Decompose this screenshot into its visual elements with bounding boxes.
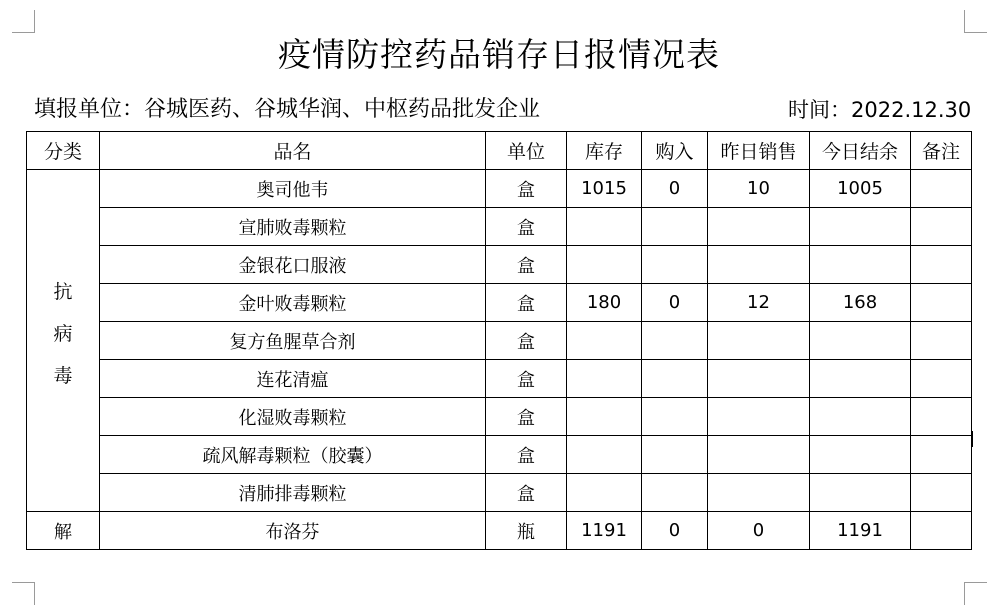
drug-name-cell: 金银花口服液 bbox=[100, 246, 486, 284]
stock-cell bbox=[567, 398, 642, 436]
table-row bbox=[27, 360, 972, 398]
purchase-cell bbox=[642, 208, 708, 246]
report-table bbox=[26, 131, 972, 550]
report-time bbox=[788, 96, 971, 124]
yesterday-sales-cell bbox=[708, 246, 810, 284]
table-row bbox=[27, 246, 972, 284]
remark-cell bbox=[911, 436, 972, 474]
header-purchase: 购入 bbox=[642, 132, 708, 170]
category-char: 病 bbox=[53, 322, 73, 345]
document-title: 疫情防控药品销存日报情况表 bbox=[278, 35, 720, 74]
table-row bbox=[27, 398, 972, 436]
purchase-cell bbox=[642, 322, 708, 360]
stock-cell bbox=[567, 322, 642, 360]
remark-cell bbox=[911, 170, 972, 208]
today-balance-cell bbox=[810, 208, 911, 246]
table-row bbox=[27, 436, 972, 474]
drug-name-cell: 连花清瘟 bbox=[100, 360, 486, 398]
purchase-cell bbox=[642, 398, 708, 436]
unit-cell: 盒 bbox=[486, 246, 567, 284]
stock-cell: 1015 bbox=[567, 170, 642, 208]
header-unit: 单位 bbox=[486, 132, 567, 170]
unit-cell: 盒 bbox=[486, 284, 567, 322]
drug-name-cell: 复方鱼腥草合剂 bbox=[100, 322, 486, 360]
table-row bbox=[27, 170, 972, 208]
remark-cell bbox=[911, 512, 972, 550]
today-balance-cell bbox=[810, 436, 911, 474]
drug-name-cell: 布洛芬 bbox=[100, 512, 486, 550]
yesterday-sales-cell bbox=[708, 322, 810, 360]
today-balance-cell: 168 bbox=[810, 284, 911, 322]
yesterday-sales-cell: 10 bbox=[708, 170, 810, 208]
purchase-cell: 0 bbox=[642, 512, 708, 550]
today-balance-cell bbox=[810, 360, 911, 398]
yesterday-sales-cell bbox=[708, 436, 810, 474]
today-balance-cell bbox=[810, 474, 911, 512]
today-balance-cell bbox=[810, 246, 911, 284]
remark-cell bbox=[911, 474, 972, 512]
purchase-cell bbox=[642, 436, 708, 474]
reporting-unit-line: 填报单位：谷城医药、谷城华润、中枢药品批发企业 bbox=[34, 97, 541, 122]
stock-cell bbox=[567, 474, 642, 512]
drug-name-cell: 宣肺败毒颗粒 bbox=[100, 208, 486, 246]
yesterday-sales-cell: 12 bbox=[708, 284, 810, 322]
today-balance-cell bbox=[810, 398, 911, 436]
stock-cell bbox=[567, 436, 642, 474]
category-char: 毒 bbox=[53, 364, 73, 387]
drug-name-cell: 疏风解毒颗粒（胶囊） bbox=[100, 436, 486, 474]
unit-cell: 盒 bbox=[486, 170, 567, 208]
stock-cell bbox=[567, 246, 642, 284]
page-corner-mark-top-right bbox=[964, 10, 987, 33]
page-corner-mark-bottom-left bbox=[12, 582, 35, 605]
yesterday-sales-cell: 0 bbox=[708, 512, 810, 550]
header-stock: 库存 bbox=[567, 132, 642, 170]
yesterday-sales-cell bbox=[708, 360, 810, 398]
unit-cell: 盒 bbox=[486, 208, 567, 246]
purchase-cell bbox=[642, 360, 708, 398]
remark-cell bbox=[911, 208, 972, 246]
table-row bbox=[27, 512, 972, 550]
page-corner-mark-bottom-right bbox=[964, 582, 987, 605]
stock-cell bbox=[567, 208, 642, 246]
category-cell-antiviral bbox=[27, 170, 100, 512]
table-row bbox=[27, 322, 972, 360]
unit-cell: 盒 bbox=[486, 474, 567, 512]
header-today-balance: 今日结余 bbox=[810, 132, 911, 170]
header-remark: 备注 bbox=[911, 132, 972, 170]
stock-cell bbox=[567, 360, 642, 398]
today-balance-cell: 1005 bbox=[810, 170, 911, 208]
drug-name-cell: 化湿败毒颗粒 bbox=[100, 398, 486, 436]
unit-cell: 盒 bbox=[486, 322, 567, 360]
remark-cell bbox=[911, 284, 972, 322]
header-name: 品名 bbox=[100, 132, 486, 170]
purchase-cell: 0 bbox=[642, 170, 708, 208]
stock-cell: 1191 bbox=[567, 512, 642, 550]
time-label: 时间： bbox=[788, 98, 851, 122]
stock-cell: 180 bbox=[567, 284, 642, 322]
yesterday-sales-cell bbox=[708, 474, 810, 512]
table-row bbox=[27, 474, 972, 512]
unit-cell: 盒 bbox=[486, 360, 567, 398]
purchase-cell bbox=[642, 246, 708, 284]
unit-cell: 瓶 bbox=[486, 512, 567, 550]
remark-cell bbox=[911, 360, 972, 398]
remark-cell bbox=[911, 322, 972, 360]
drug-name-cell: 奥司他韦 bbox=[100, 170, 486, 208]
table-row bbox=[27, 208, 972, 246]
drug-name-cell: 清肺排毒颗粒 bbox=[100, 474, 486, 512]
purchase-cell bbox=[642, 474, 708, 512]
text-cursor bbox=[971, 431, 973, 447]
purchase-cell: 0 bbox=[642, 284, 708, 322]
unit-cell: 盒 bbox=[486, 436, 567, 474]
remark-cell bbox=[911, 398, 972, 436]
unit-cell: 盒 bbox=[486, 398, 567, 436]
header-yesterday-sales: 昨日销售 bbox=[708, 132, 810, 170]
header-category: 分类 bbox=[27, 132, 100, 170]
category-char: 抗 bbox=[53, 280, 73, 303]
table-row bbox=[27, 284, 972, 322]
page-corner-mark-top-left bbox=[12, 10, 35, 33]
today-balance-cell bbox=[810, 322, 911, 360]
table-header-row bbox=[27, 132, 972, 170]
yesterday-sales-cell bbox=[708, 398, 810, 436]
today-balance-cell: 1191 bbox=[810, 512, 911, 550]
yesterday-sales-cell bbox=[708, 208, 810, 246]
remark-cell bbox=[911, 246, 972, 284]
category-cell-antipyretic: 解 bbox=[27, 512, 100, 550]
time-value: 2022.12.30 bbox=[851, 98, 972, 122]
drug-name-cell: 金叶败毒颗粒 bbox=[100, 284, 486, 322]
